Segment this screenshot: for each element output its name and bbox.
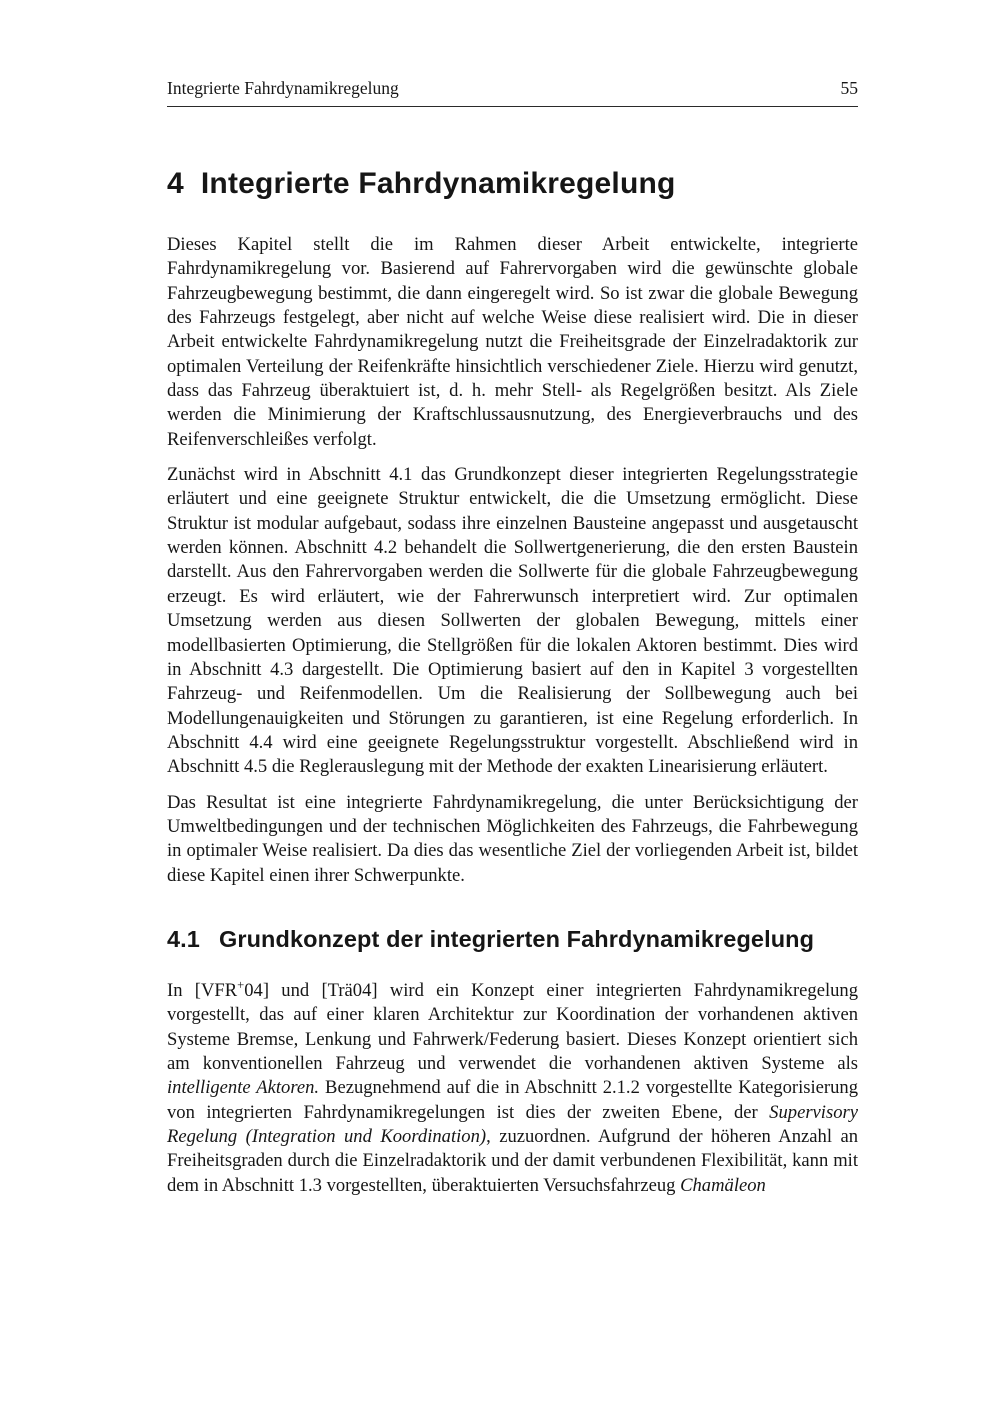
text-run: Bezugnehmend auf die in Abschnitt 2.1.2 vorgestellte Kategorisierung von integrierten Fahrdynamikregelungen ist dies der zweiten Ebene, der — [167, 1077, 858, 1123]
text-run: 04] und [Trä04] wird ein Konzept einer integrierten Fahrdynamikregelung vorgestellt, das auf einer klaren Architektur zur Koordination der vorhandenen aktiven Systeme Bremse, Lenkung und Fahrwerk/Federung basiert. Dieses Konzept orientiert sich am konventionellen Fahrzeug und verwendet die vorhandenen aktiven Systeme als — [167, 979, 859, 1074]
page-header — [167, 78, 858, 107]
section-heading — [167, 926, 858, 953]
section-body — [167, 979, 858, 1198]
chapter-intro — [167, 233, 858, 888]
chapter-number: 4 — [167, 167, 184, 200]
paragraph — [167, 979, 858, 1198]
text-run: , zuzuordnen. Aufgrund der höheren Anzahl an Freiheitsgraden durch die Einzelradaktorik und der damit verbundenen Flexibilität, kann mit dem in Abschnitt 1.3 vorgestellten, überaktuierten Versuchsfahrzeug — [167, 1126, 858, 1196]
paragraph: Das Resultat ist eine integrierte Fahrdynamikregelung, die unter Berücksichtigung der Umweltbedingungen und der technischen Möglichkeiten des Fahrzeugs, die Fahrbewegung in optimaler Weise realisiert. Da dies das wesentliche Ziel der vorliegenden Arbeit ist, bildet diese Kapitel einen ihrer Schwerpunkte. — [167, 791, 858, 886]
section-number: 4.1 — [167, 925, 200, 952]
running-title: Integrierte Fahrdynamikregelung — [167, 78, 399, 98]
chapter-title: Integrierte Fahrdynamikregelung — [200, 167, 676, 200]
chapter-heading — [167, 167, 858, 201]
paragraph: Dieses Kapitel stellt die im Rahmen dieser Arbeit entwickelte, integrierte Fahrdynamikregelung vor. Basierend auf Fahrervorgaben wird die gewünschte globale Fahrzeugbewegung bestimmt, die dann eingeregelt wird. So ist zwar die globale Bewegung des Fahrzeugs festgelegt, aber nicht auf welche Weise diese realisiert wird. Die in dieser Arbeit entwickelte Fahrdynamikregelung nutzt die Freiheitsgrade der Einzelradaktorik zur optimalen Verteilung der Reifenkräfte hinsichtlich verschiedener Ziele. Hierzu wird genutzt, dass das Fahrzeug überaktuiert ist, d. h. mehr Stell- als Regelgrößen besitzt. Als Ziele werden die Minimierung der Kraftschlussausnutzung, des Energieverbrauchs und des Reifenverschleißes verfolgt. — [167, 234, 858, 450]
text-run: Supervisory Regelung (Integration und Koordination) — [167, 1101, 858, 1147]
paragraph: Zunächst wird in Abschnitt 4.1 das Grundkonzept dieser integrierten Regelungsstrategie erläutert und eine geeignete Struktur entwickelt, die die Umsetzung ermöglicht. Diese Struktur ist modular aufgebaut, sodass ihre einzelnen Bausteine angepasst und ausgetauscht werden können. Abschnitt 4.2 behandelt die Sollwertgenerierung, die den ersten Baustein darstellt. Aus den Fahrervorgaben werden die Sollwerte für die globale Fahrzeugbewegung erzeugt. Es wird erläutert, wie der Fahrerwunsch interpretiert wird. Zur optimalen Umsetzung werden aus diesen Sollwerten der globalen Bewegung, mittels einer modellbasierten Optimierung, die Stellgrößen für die lokalen Aktoren bestimmt. Dies wird in Abschnitt 4.3 dargestellt. Die Optimierung basiert auf den in Kapitel 3 vorgestellten Fahrzeug- und Reifenmodellen. Um die Realisierung der Sollbewegung auch bei Modellungenauigkeiten und Störungen zu garantieren, ist eine Regelung erforderlich. In Abschnitt 4.4 wird eine geeignete Regelungsstruktur vorgestellt. Abschließend wird in Abschnitt 4.5 die Reglerauslegung mit der Methode der exakten Linearisierung erläutert. — [167, 464, 858, 778]
page-number: 55 — [840, 78, 858, 98]
text-run: intelligente Aktoren. — [167, 1077, 320, 1099]
text-run: In [VFR — [167, 979, 238, 1001]
text-run: Chamäleon — [680, 1174, 766, 1196]
section-title: Grundkonzept der integrierten Fahrdynamikregelung — [218, 925, 815, 952]
text-run: + — [237, 977, 245, 992]
